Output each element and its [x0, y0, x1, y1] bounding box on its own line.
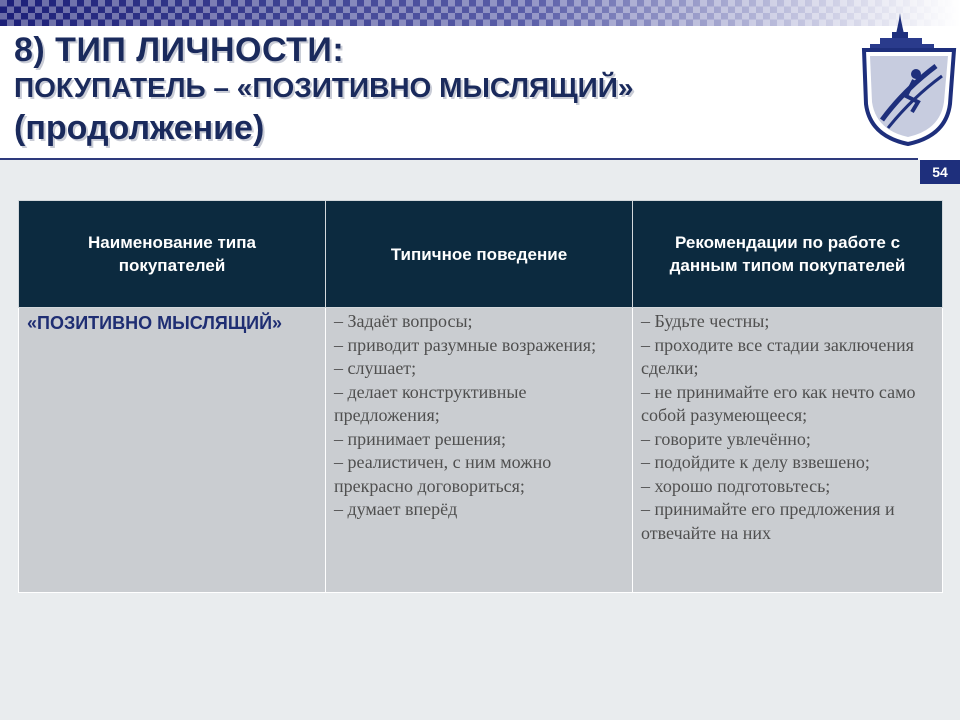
recommendation-item: – хорошо подготовьтесь; [641, 475, 831, 496]
behavior-item: – слушает; [334, 358, 417, 378]
recommendation-item: – не принимайте его как нечто само собой разумеющееся; [641, 381, 916, 425]
top-gradient-bar [0, 0, 960, 26]
header-type-name: Наименование типа покупателей [19, 201, 326, 308]
behavior-item: – реалистичен, с ним можно прекрасно договориться; [334, 452, 552, 496]
behavior-list [334, 310, 624, 522]
buyer-type-table [18, 200, 943, 593]
page-number-badge: 54 [920, 160, 960, 184]
recommendation-item: – говорите увлечённо; [641, 428, 811, 449]
recommendation-item: – принимайте его предложения и отвечайте на них [641, 499, 895, 543]
behavior-item: – делает конструктивные предложения; [334, 381, 527, 425]
recommendations-list [641, 310, 934, 545]
recommendation-item: – Будьте честны; [641, 311, 770, 331]
university-crest-icon [856, 12, 960, 148]
behavior-item: – Задаёт вопросы; [334, 311, 473, 331]
table-row [19, 308, 943, 593]
recommendation-item: – проходите все стадии заключения сделки; [641, 334, 914, 378]
behavior-item: – думает вперёд [334, 499, 458, 519]
header-divider [0, 158, 918, 160]
header-recommendations: Рекомендации по работе с данным типом покупателей [633, 201, 943, 308]
table-header-row [19, 201, 943, 308]
title-line-3: (продолжение) [14, 109, 265, 147]
title-line-1: 8) ТИП ЛИЧНОСТИ: [14, 31, 345, 69]
behavior-item: – принимает решения; [334, 428, 507, 449]
recommendation-item: – подойдите к делу взвешено; [641, 452, 870, 472]
cell-recommendations [633, 308, 943, 593]
header-behavior: Типичное поведение [326, 201, 633, 308]
behavior-item: – приводит разумные возражения; [334, 334, 597, 355]
slide-title [14, 30, 854, 150]
buyer-type-name: «ПОЗИТИВНО МЫСЛЯЩИЙ» [27, 313, 283, 333]
title-line-2: ПОКУПАТЕЛЬ – «ПОЗИТИВНО МЫСЛЯЩИЙ» [14, 72, 634, 103]
cell-type-name [19, 308, 326, 593]
cell-behavior [326, 308, 633, 593]
